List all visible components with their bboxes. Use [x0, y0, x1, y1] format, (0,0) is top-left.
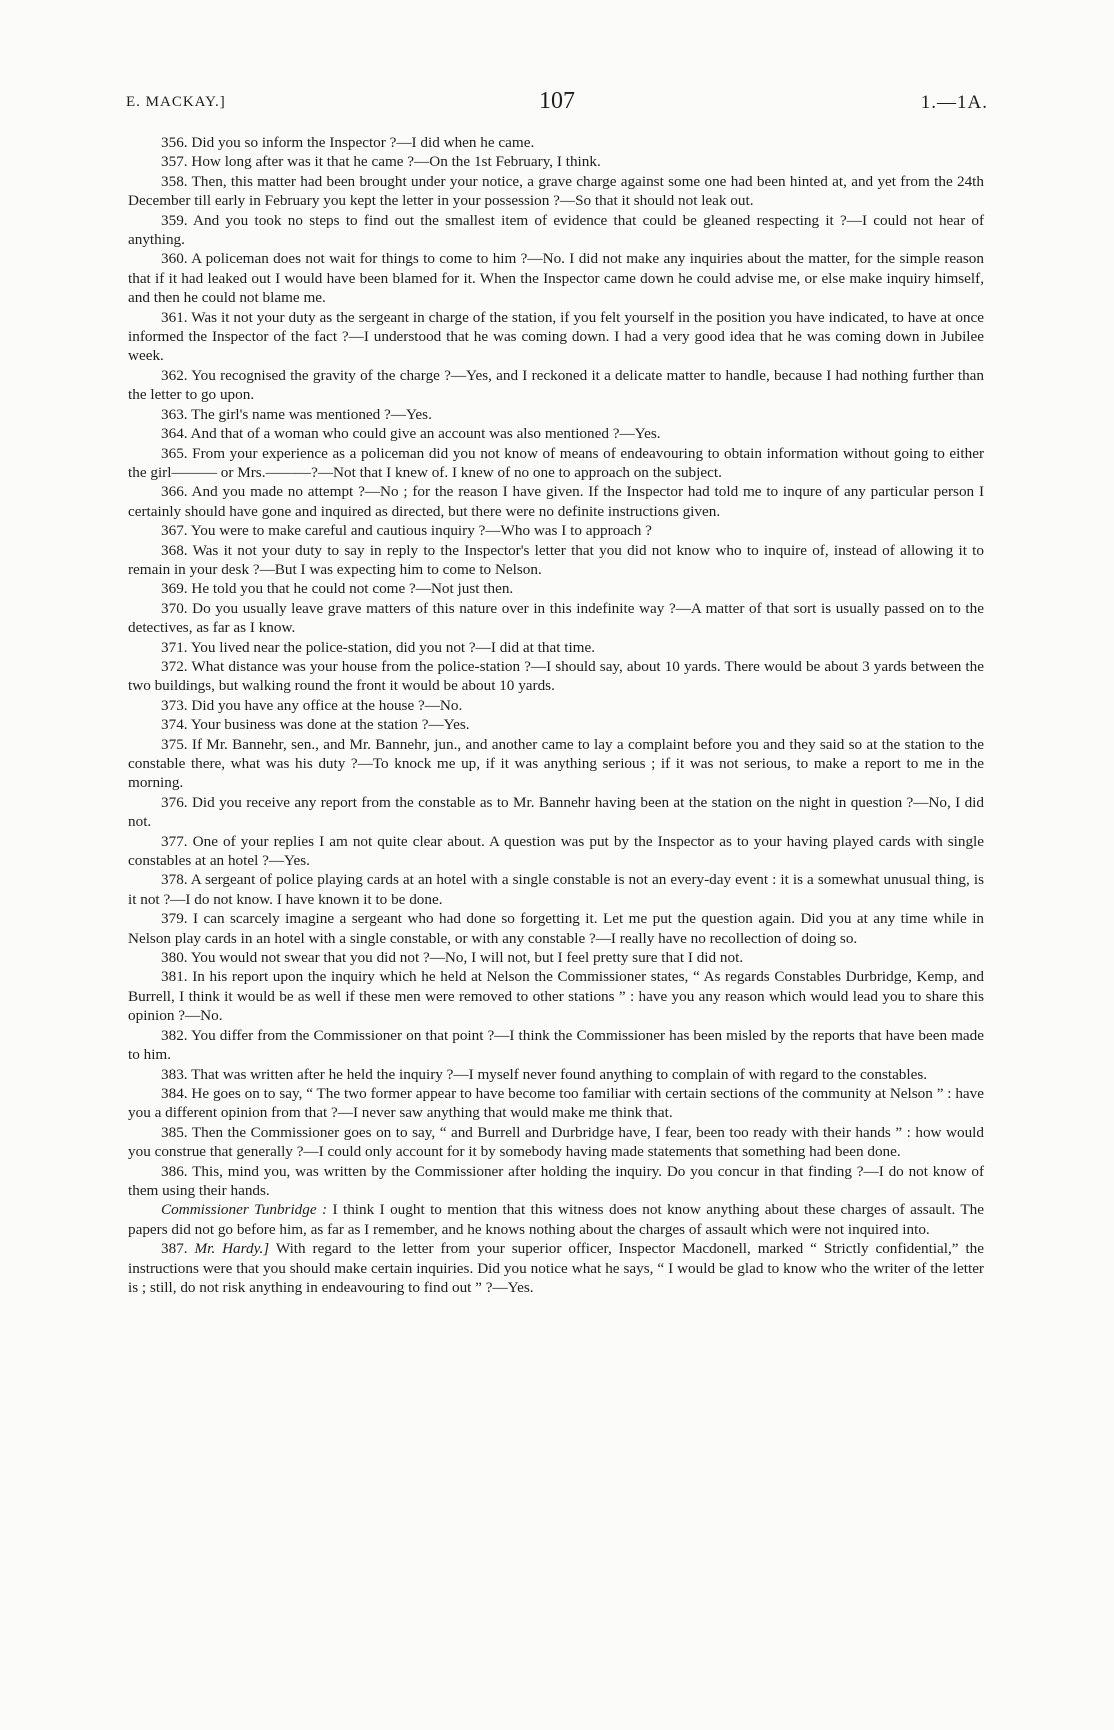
paragraph-text: Did you so inform the Inspector ?—I did when he came.	[191, 134, 535, 151]
question-number: 367.	[161, 522, 188, 540]
testimony-paragraph	[128, 1239, 984, 1297]
paragraph-text: In his report upon the inquiry which he held at Nelson the Commissioner states, “ As regards Constables Durbridge, Kemp, and Burrell, I think it would be as well if these men were removed to other stations ” : have you any reason which would lead you to share this opinion ?—No.	[128, 968, 985, 1025]
question-number: 380.	[161, 949, 188, 967]
question-number: 386.	[161, 1162, 188, 1180]
question-number: 383.	[161, 1065, 188, 1083]
question-number: 359.	[161, 211, 188, 229]
question-number: 375.	[161, 735, 188, 753]
paragraph-text: Then the Commissioner goes on to say, “ and Burrell and Durbridge have, I fear, been too ready with their hands ” : how would you construe that generally ?—I could only account for it by somebody having made statements that something had been done.	[128, 1123, 984, 1161]
question-number: 374.	[161, 716, 188, 734]
question-number: 357.	[161, 153, 188, 171]
testimony-paragraph	[128, 715, 984, 734]
paragraph-text: I can scarcely imagine a sergeant who had done so forgetting it. Let me put the question again. Did you at any time while in Nelson play cards in an hotel with a single constable, or with any constable ?—I really have no recollection of doing so.	[128, 910, 985, 947]
paragraph-text: I think I ought to mention that this witness does not know anything about these charges of assault. The papers did not go before him, as far as I remember, and he knows nothing about the charges of assault which were not inquired into.	[128, 1201, 985, 1238]
paragraph-text: And you took no steps to find out the smallest item of evidence that could be gleaned respecting it ?—I could not hear of anything.	[128, 211, 985, 249]
testimony-body	[128, 133, 984, 1297]
paragraph-text: Then, this matter had been brought under your notice, a grave charge against some one had been hinted at, and yet from the 24th December till early in February you kept the letter in your possession ?—So that it should not leak out.	[128, 172, 984, 210]
question-number: 361.	[161, 308, 188, 326]
document-reference: 1.—1A.	[920, 92, 988, 113]
question-number: 370.	[161, 599, 188, 617]
testimony-paragraph	[128, 909, 984, 948]
question-number: 379.	[161, 910, 188, 928]
paragraph-text: This, mind you, was written by the Commissioner after holding the inquiry. Do you concur in that finding ?—I do not know of them using their hands.	[128, 1162, 985, 1199]
testimony-paragraph	[128, 735, 984, 793]
paragraph-text: If Mr. Bannehr, sen., and Mr. Bannehr, jun., and another came to lay a complaint before you and they said so at the station to the constable there, what was his duty ?—To knock me up, if it was anything serious ; if it was not serious, to make a report to me in the morning.	[128, 735, 985, 792]
testimony-paragraph	[128, 967, 984, 1025]
paragraph-text: He told you that he could not come ?—Not just then.	[191, 580, 514, 598]
question-number: 366.	[161, 483, 188, 501]
testimony-paragraph	[128, 424, 984, 443]
paragraph-text: Do you usually leave grave matters of this nature over in this indefinite way ?—A matter of that sort is usually passed on to the detectives, as far as I know.	[128, 599, 984, 637]
paragraph-text: The girl's name was mentioned ?—Yes.	[191, 405, 432, 423]
paragraph-text: A policeman does not wait for things to come to him ?—No. I did not make any inquiries about the matter, for the simple reason that if it had leaked out I would have been blamed for it. When the Inspector came down he could advise me, or else make inquiry himself, and then he could not blame me.	[128, 250, 984, 307]
paragraph-text: Your business was done at the station ?—Yes.	[190, 716, 470, 734]
question-number: 385.	[161, 1123, 188, 1141]
question-number: 358.	[161, 172, 188, 190]
testimony-paragraph	[128, 1162, 984, 1201]
testimony-paragraph	[128, 948, 984, 967]
paragraph-text: A sergeant of police playing cards at an hotel with a single constable is not an every-day event : it is a somewhat unusual thing, is it not ?—I do not know. I have known it to be done.	[128, 871, 984, 908]
paragraph-text: Was it not your duty as the sergeant in charge of the station, if you felt yourself in the position you have indicated, to have at once informed the Inspector of the fact ?—I understood that he was coming down. I had a very good idea that he was coming down in Jubilee week.	[128, 308, 984, 365]
testimony-paragraph	[128, 444, 984, 483]
testimony-paragraph	[128, 152, 984, 171]
paragraph-text: And that of a woman who could give an account was also mentioned ?—Yes.	[190, 425, 661, 443]
paragraph-text: That was written after he held the inquiry ?—I myself never found anything to complain of with regard to the constables.	[191, 1065, 928, 1083]
question-number: 365.	[161, 444, 188, 462]
question-number: 387.	[161, 1240, 188, 1258]
paragraph-text: Did you receive any report from the constable as to Mr. Bannehr having been at the station on the night in question ?—No, I did not.	[128, 793, 984, 831]
testimony-paragraph	[128, 1084, 984, 1123]
testimony-paragraph	[128, 1026, 984, 1065]
testimony-paragraph	[128, 696, 984, 715]
paragraph-text: He goes on to say, “ The two former appear to have become too familiar with certain sections of the community at Nelson ” : have you a different opinion from that ?—I never saw anything that would make me think that.	[128, 1084, 985, 1122]
question-number: 373.	[161, 696, 188, 714]
question-number: 356.	[161, 134, 188, 151]
testimony-paragraph	[128, 172, 984, 211]
speaker-name: Mr. Hardy.]	[194, 1240, 270, 1258]
testimony-paragraph	[128, 579, 984, 598]
testimony-paragraph	[128, 249, 984, 307]
testimony-paragraph	[128, 793, 984, 832]
paragraph-text: You would not swear that you did not ?—No, I will not, but I feel pretty sure that I did not.	[190, 949, 744, 967]
question-number: 362.	[161, 366, 188, 384]
question-number: 360.	[161, 250, 188, 268]
paragraph-text: How long after was it that he came ?—On the 1st February, I think.	[191, 153, 601, 171]
testimony-paragraph	[128, 1065, 984, 1084]
question-number: 369.	[161, 580, 188, 598]
question-number: 378.	[161, 871, 188, 889]
testimony-paragraph	[128, 366, 984, 405]
testimony-paragraph	[128, 541, 984, 580]
page-number: 107	[539, 88, 575, 114]
paragraph-text: One of your replies I am not quite clear about. A question was put by the Inspector as to your having played cards with single constables at an hotel ?—Yes.	[128, 832, 985, 870]
testimony-paragraph	[128, 482, 984, 521]
testimony-paragraph	[128, 133, 984, 152]
testimony-paragraph	[128, 521, 984, 540]
paragraph-text: With regard to the letter from your superior officer, Inspector Macdonell, marked “ Strictly confidential,” the instructions were that you should make certain inquiries. Did you notice what he says, “ I would be glad to know who the writer of the letter is ; still, do not risk anything in endeavouring to find out ” ?—Yes.	[128, 1240, 984, 1296]
paragraph-text: Was it not your duty to say in reply to the Inspector's letter that you did not know who to inquire of, instead of allowing it to remain in your desk ?—But I was expecting him to come to Nelson.	[128, 541, 984, 578]
testimony-paragraph	[128, 308, 984, 366]
paragraph-text: What distance was your house from the police-station ?—I should say, about 10 yards. There would be about 3 yards between the two buildings, but walking round the front it would be about 10 yards.	[128, 657, 984, 695]
question-number: 384.	[161, 1084, 188, 1102]
question-number: 371.	[161, 638, 188, 656]
speaker-name: Commissioner Tunbridge :	[161, 1201, 328, 1219]
testimony-paragraph	[128, 657, 984, 696]
question-number: 368.	[161, 541, 188, 559]
question-number: 372.	[161, 657, 188, 675]
testimony-paragraph	[128, 211, 984, 250]
question-number: 363.	[161, 405, 188, 423]
paragraph-text: You lived near the police-station, did you not ?—I did at that time.	[190, 638, 596, 656]
question-number: 377.	[161, 832, 188, 850]
paragraph-text: You were to make careful and cautious inquiry ?—Who was I to approach ?	[190, 522, 652, 540]
testimony-paragraph	[128, 870, 984, 909]
testimony-paragraph	[128, 1123, 984, 1162]
header-witness-name: E. MACKAY.]	[126, 94, 226, 110]
testimony-paragraph	[128, 832, 984, 871]
testimony-paragraph	[128, 1200, 984, 1239]
question-number: 381.	[161, 968, 188, 986]
testimony-paragraph	[128, 638, 984, 657]
question-number: 376.	[161, 793, 188, 811]
paragraph-text: Did you have any office at the house ?—No.	[191, 696, 463, 714]
paragraph-text: And you made no attempt ?—No ; for the reason I have given. If the Inspector had told me to inqure of any particular person I certainly should have gone and inquired as directed, but there were no definite instructions given.	[128, 483, 984, 520]
paragraph-text: You recognised the gravity of the charge ?—Yes, and I reckoned it a delicate matter to handle, because I had nothing further than the letter to go upon.	[128, 366, 985, 404]
testimony-paragraph	[128, 599, 984, 638]
question-number: 382.	[161, 1026, 188, 1044]
paragraph-text: From your experience as a policeman did you not know of means of endeavouring to obtain information without going to either the girl——— or Mrs.———?—Not that I knew of. I knew of no one to approach on the subject.	[128, 444, 984, 481]
paragraph-text: You differ from the Commissioner on that point ?—I think the Commissioner has been misled by the reports that have been made to him.	[128, 1026, 984, 1064]
question-number: 364.	[161, 425, 188, 443]
page-header	[126, 88, 988, 120]
testimony-paragraph	[128, 405, 984, 424]
